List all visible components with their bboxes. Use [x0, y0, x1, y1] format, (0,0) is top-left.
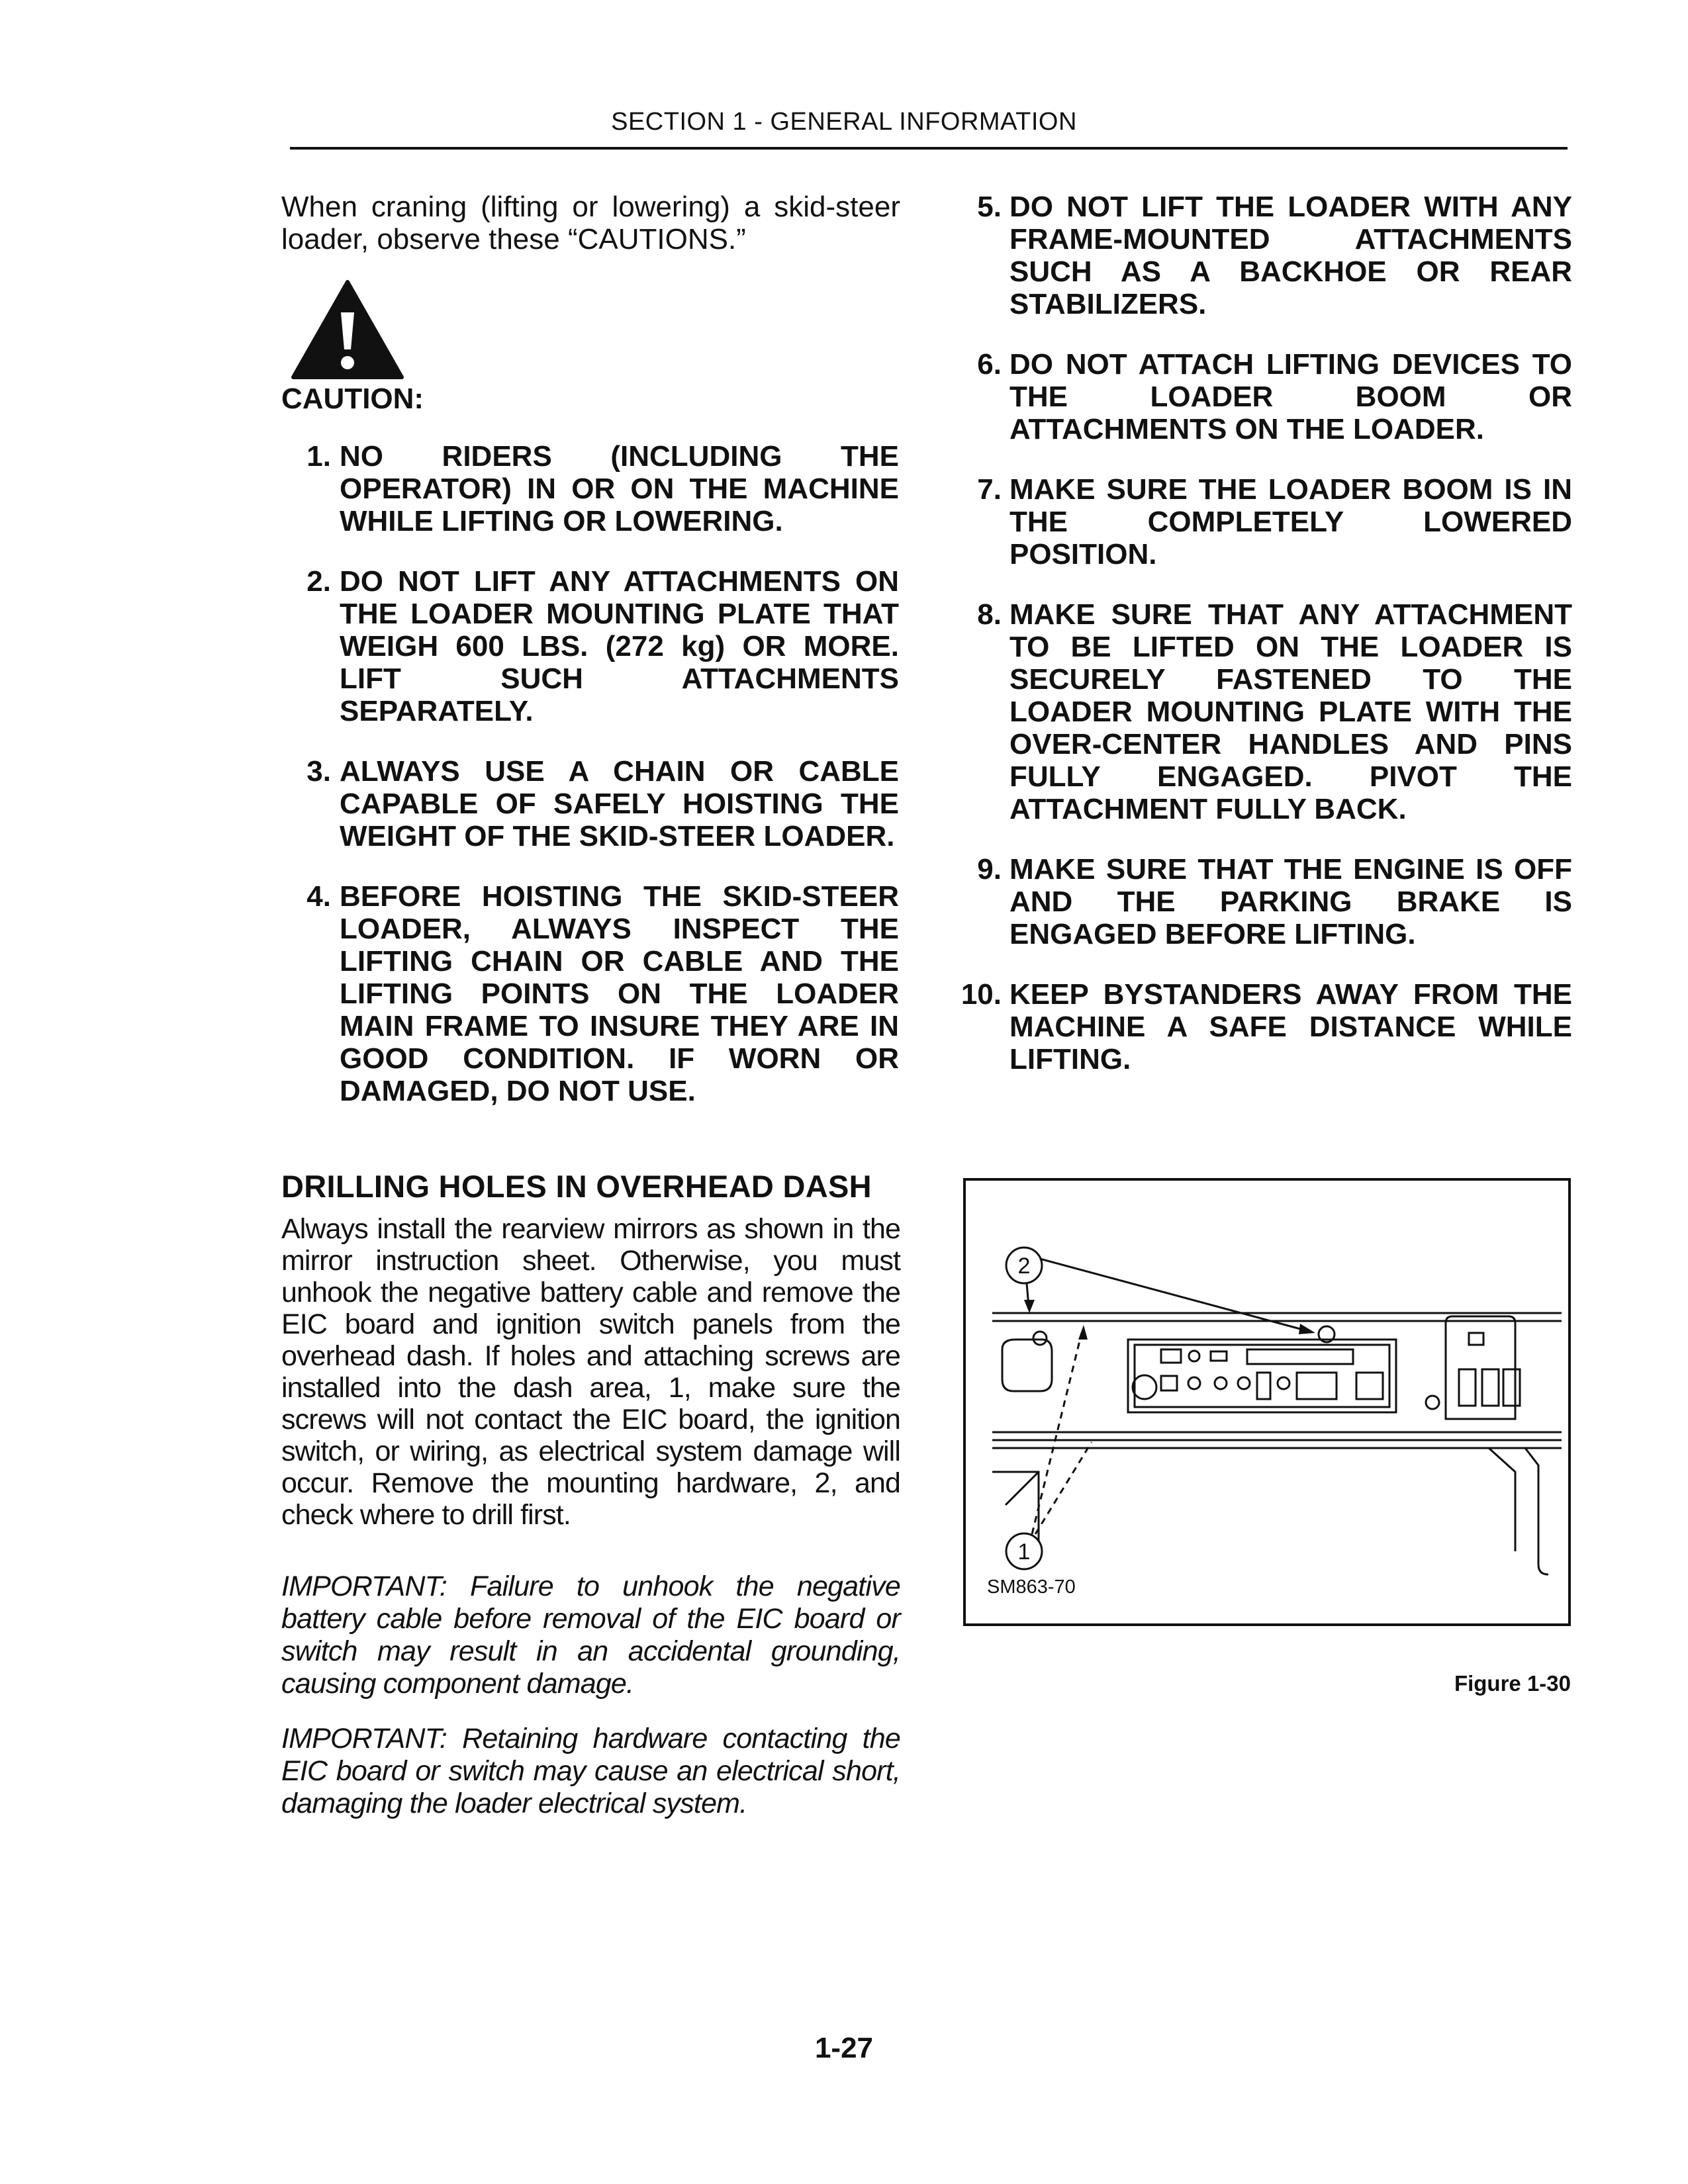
- list-item: 10. KEEP BYSTANDERS AWAY FROM THE MACHINE A SAFE DISTANCE WHILE LIFTING.: [961, 978, 1572, 1075]
- list-item: 8. MAKE SURE THAT ANY ATTACHMENT TO BE LIFTED ON THE LOADER IS SECURELY FASTENED TO THE LOADER MOUNTING PLATE WITH THE OVER-CENTER HANDLES AND PINS FULLY ENGAGED. PIVOT THE ATTACHMENT FULLY BACK.: [977, 598, 1572, 825]
- caution-label: CAUTION:: [281, 383, 424, 415]
- warning-triangle-icon: [288, 278, 407, 384]
- list-item: 7. MAKE SURE THE LOADER BOOM IS IN THE COMPLETELY LOWERED POSITION.: [977, 473, 1572, 570]
- header-rule: [290, 147, 1568, 150]
- callout-1: 1: [1017, 1539, 1031, 1565]
- page-number: 1-27: [814, 2032, 874, 2064]
- figure-code: SM863-70: [987, 1576, 1076, 1598]
- list-item: 1. NO RIDERS (INCLUDING THE OPERATOR) IN OR ON THE MACHINE WHILE LIFTING OR LOWERING.: [306, 440, 899, 537]
- callout-2: 2: [1017, 1253, 1031, 1279]
- caution-list-right: [957, 191, 1572, 1103]
- figure-caption: Figure 1-30: [1454, 1671, 1571, 1696]
- list-item: 9. MAKE SURE THAT THE ENGINE IS OFF AND THE PARKING BRAKE IS ENGAGED BEFORE LIFTING.: [977, 853, 1572, 950]
- caution-list-left: [290, 440, 899, 1135]
- figure-frame: [963, 1178, 1571, 1626]
- list-item: 6. DO NOT ATTACH LIFTING DEVICES TO THE LOADER BOOM OR ATTACHMENTS ON THE LOADER.: [977, 348, 1572, 445]
- section-heading: DRILLING HOLES IN OVERHEAD DASH: [281, 1169, 872, 1204]
- important-note: IMPORTANT: Retaining hardware contacting the EIC board or switch may cause an electrical short, damaging the loader electrical system.: [281, 1723, 900, 1819]
- overhead-dash-illustration: [966, 1181, 1568, 1623]
- list-item: 5. DO NOT LIFT THE LOADER WITH ANY FRAME-MOUNTED ATTACHMENTS SUCH AS A BACKHOE OR REAR STABILIZERS.: [977, 191, 1572, 320]
- list-item: 4. BEFORE HOISTING THE SKID-STEER LOADER, ALWAYS INSPECT THE LIFTING CHAIN OR CABLE AND THE LIFTING POINTS ON THE LOADER MAIN FRAME TO INSURE THEY ARE IN GOOD CONDITION. IF WORN OR DAMAGED, DO NOT USE.: [306, 880, 899, 1107]
- list-item: 2. DO NOT LIFT ANY ATTACHMENTS ON THE LOADER MOUNTING PLATE THAT WEIGH 600 LBS. (272 kg) OR MORE. LIFT SUCH ATTACHMENTS SEPARATELY.: [306, 565, 899, 727]
- drilling-paragraph: Always install the rearview mirrors as shown in the mirror instruction sheet. Otherwise, you must unhook the negative battery cable and remove the EIC board and ignition switch panels from the overhead dash. If holes and attaching screws are installed into the dash area, 1, make sure the screws will not contact the EIC board, the ignition switch, or wiring, as electrical system damage will occur. Remove the mounting hardware, 2, and check where to drill first.: [281, 1213, 900, 1531]
- intro-text: When craning (lifting or lowering) a skid-steer loader, observe these “CAUTIONS.”: [281, 191, 900, 255]
- section-header: SECTION 1 - GENERAL INFORMATION: [611, 108, 1077, 136]
- important-note: IMPORTANT: Failure to unhook the negative battery cable before removal of the EIC board or switch may result in an accidental grounding, causing component damage.: [281, 1570, 900, 1700]
- list-item: 3. ALWAYS USE A CHAIN OR CABLE CAPABLE OF SAFELY HOISTING THE WEIGHT OF THE SKID-STEER LOADER.: [306, 755, 899, 852]
